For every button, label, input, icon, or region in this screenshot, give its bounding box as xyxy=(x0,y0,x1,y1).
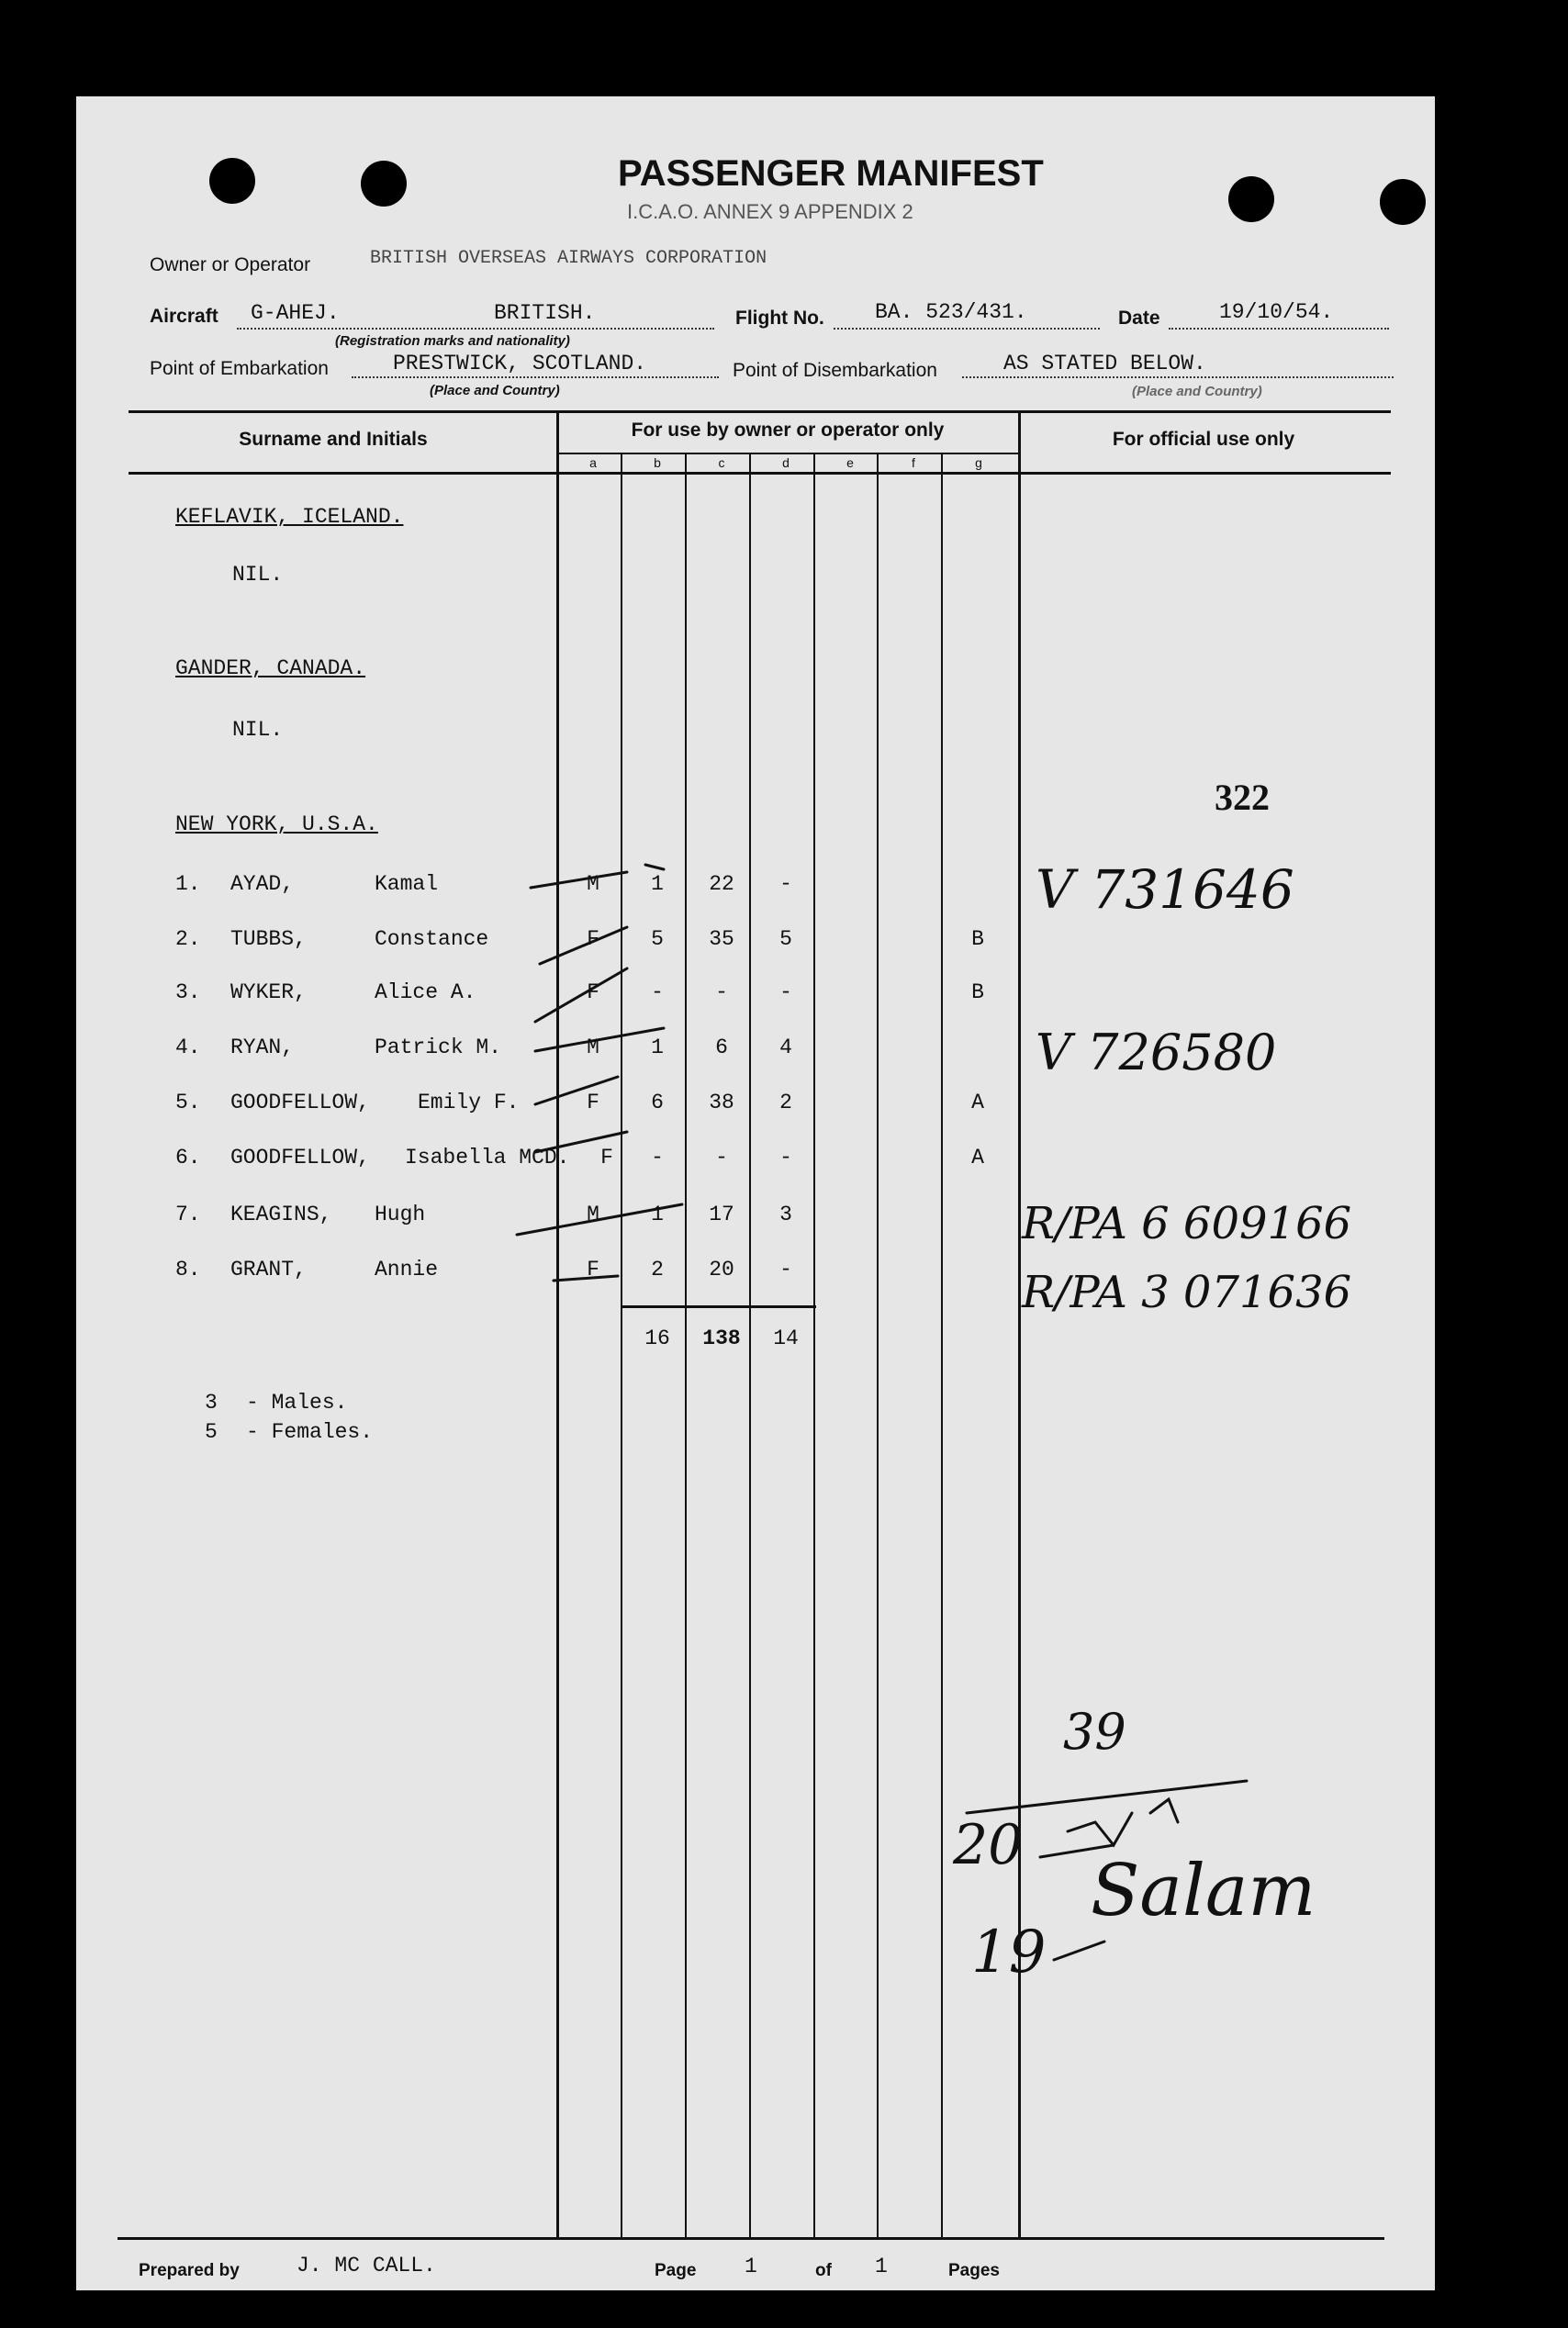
cell-d: - xyxy=(779,872,792,896)
page-value: 1 xyxy=(745,2255,757,2278)
cell-c: 35 xyxy=(709,927,734,951)
passenger-given-name: Emily F. xyxy=(418,1091,520,1114)
passenger-surname: WYKER, xyxy=(230,980,307,1004)
embark-label: Point of Embarkation xyxy=(150,358,329,379)
passenger-given-name: Constance xyxy=(375,927,489,951)
of-label: of xyxy=(815,2261,832,2280)
cell-c: 38 xyxy=(709,1091,734,1114)
cell-a: M xyxy=(587,872,599,896)
cell-b: 1 xyxy=(651,1035,664,1059)
column-letter-b: b xyxy=(654,455,661,470)
handwritten-signature: Salam xyxy=(1091,1850,1316,1932)
page-label: Page xyxy=(655,2261,697,2280)
aircraft-reg: G-AHEJ. xyxy=(251,301,340,325)
owner-value: BRITISH OVERSEAS AIRWAYS CORPORATION xyxy=(370,248,767,269)
cell-a: F xyxy=(587,1091,599,1114)
disembark-label: Point of Disembarkation xyxy=(733,360,937,381)
cell-d: 5 xyxy=(779,927,792,951)
cell-a: M xyxy=(587,1203,599,1226)
handwritten-visa-1: V 731646 xyxy=(1036,858,1294,921)
cell-b: 6 xyxy=(651,1091,664,1114)
section-place: GANDER, CANADA. xyxy=(175,656,366,680)
passenger-given-name: Hugh xyxy=(375,1203,426,1226)
passenger-surname: GOODFELLOW, xyxy=(230,1091,370,1114)
passenger-number: 7. xyxy=(175,1203,201,1226)
cell-c: 20 xyxy=(709,1258,734,1282)
total-d: 14 xyxy=(773,1326,799,1350)
column-letter-c: c xyxy=(718,455,725,470)
column-letter-d: d xyxy=(782,455,790,470)
cell-c: 6 xyxy=(715,1035,728,1059)
pages-label: Pages xyxy=(948,2261,1000,2280)
passenger-given-name: Annie xyxy=(375,1258,439,1282)
cell-c: - xyxy=(715,1146,728,1170)
disembark-note: (Place and Country) xyxy=(1132,384,1262,399)
aircraft-nationality: BRITISH. xyxy=(494,301,596,325)
aircraft-label: Aircraft xyxy=(150,306,218,327)
cell-b: 2 xyxy=(651,1258,664,1282)
summary-males-count: 3 xyxy=(205,1391,218,1415)
flight-label: Flight No. xyxy=(735,308,824,329)
flight-value: BA. 523/431. xyxy=(875,300,1027,324)
passenger-number: 1. xyxy=(175,872,201,896)
date-value: 19/10/54. xyxy=(1219,300,1334,324)
cell-d: - xyxy=(779,1146,792,1170)
footer-rule xyxy=(118,2237,1384,2240)
column-letter-g: g xyxy=(975,455,982,470)
column-header-official-use: For official use only xyxy=(1112,429,1295,450)
handwritten-total-mid: 20 xyxy=(953,1813,1024,1877)
summary-females-label: - Females. xyxy=(246,1420,374,1444)
prepared-by-label: Prepared by xyxy=(139,2261,240,2280)
handwritten-total-top: 39 xyxy=(1063,1703,1126,1761)
column-letter-f: f xyxy=(912,455,915,470)
column-header-surname: Surname and Initials xyxy=(239,429,428,450)
column-letter-e: e xyxy=(846,455,854,470)
cell-d: - xyxy=(779,980,792,1004)
section-place: NEW YORK, U.S.A. xyxy=(175,812,378,836)
passenger-number: 2. xyxy=(175,927,201,951)
passenger-surname: TUBBS, xyxy=(230,927,307,951)
section-note: NIL. xyxy=(232,718,284,742)
summary-females-count: 5 xyxy=(205,1420,218,1444)
manifest-sheet xyxy=(76,96,1435,2290)
summary-males-label: - Males. xyxy=(246,1391,348,1415)
cell-a: F xyxy=(587,1258,599,1282)
handwritten-visa-4: V 726580 xyxy=(1036,1024,1277,1081)
total-b: 16 xyxy=(644,1326,670,1350)
handwritten-strikeouts xyxy=(76,96,1435,2290)
cell-d: 3 xyxy=(779,1203,792,1226)
section-note: NIL. xyxy=(232,563,284,587)
cell-g: B xyxy=(971,980,984,1004)
cell-b: 1 xyxy=(651,872,664,896)
cell-g: A xyxy=(971,1091,984,1114)
passenger-number: 8. xyxy=(175,1258,201,1282)
cell-a: M xyxy=(587,1035,599,1059)
prepared-by-value: J. MC CALL. xyxy=(297,2254,436,2278)
cell-d: 2 xyxy=(779,1091,792,1114)
cell-d: - xyxy=(779,1258,792,1282)
passenger-surname: RYAN, xyxy=(230,1035,295,1059)
section-place: KEFLAVIK, ICELAND. xyxy=(175,505,404,529)
passenger-given-name: Alice A. xyxy=(375,980,476,1004)
cell-c: - xyxy=(715,980,728,1004)
handwritten-rpa-7: R/PA 6 609166 xyxy=(1022,1198,1352,1249)
handwritten-total-bottom: 19 xyxy=(971,1919,1047,1987)
cell-b: - xyxy=(651,1146,664,1170)
cell-b: 5 xyxy=(651,927,664,951)
passenger-given-name: Isabella MCD. xyxy=(405,1146,570,1170)
passenger-given-name: Kamal xyxy=(375,872,439,896)
owner-label: Owner or Operator xyxy=(150,254,311,275)
cell-c: 17 xyxy=(709,1203,734,1226)
disembark-value: AS STATED BELOW. xyxy=(1003,352,1206,375)
passenger-surname: KEAGINS, xyxy=(230,1203,332,1226)
passenger-surname: GOODFELLOW, xyxy=(230,1146,370,1170)
passenger-number: 3. xyxy=(175,980,201,1004)
cell-c: 22 xyxy=(709,872,734,896)
cell-a: F xyxy=(587,927,599,951)
column-header-owner-use: For use by owner or operator only xyxy=(631,420,945,441)
cell-d: 4 xyxy=(779,1035,792,1059)
embark-note: (Place and Country) xyxy=(430,383,560,398)
embark-value: PRESTWICK, SCOTLAND. xyxy=(393,352,647,375)
column-letter-a: a xyxy=(589,455,597,470)
aircraft-note: (Registration marks and nationality) xyxy=(335,333,570,349)
page-title: PASSENGER MANIFEST xyxy=(618,153,1044,194)
handwritten-rpa-8: R/PA 3 071636 xyxy=(1022,1267,1352,1318)
cell-b: 1 xyxy=(651,1203,664,1226)
official-stamp-number: 322 xyxy=(1215,777,1270,818)
passenger-surname: GRANT, xyxy=(230,1258,307,1282)
cell-b: - xyxy=(651,980,664,1004)
passenger-given-name: Patrick M. xyxy=(375,1035,502,1059)
passenger-surname: AYAD, xyxy=(230,872,295,896)
passenger-number: 4. xyxy=(175,1035,201,1059)
of-value: 1 xyxy=(875,2255,888,2278)
date-label: Date xyxy=(1118,308,1160,329)
cell-a: F xyxy=(587,980,599,1004)
cell-a: F xyxy=(600,1146,613,1170)
total-c: 138 xyxy=(702,1326,741,1350)
cell-g: A xyxy=(971,1146,984,1170)
page-subtitle: I.C.A.O. ANNEX 9 APPENDIX 2 xyxy=(627,200,913,223)
passenger-number: 6. xyxy=(175,1146,201,1170)
passenger-number: 5. xyxy=(175,1091,201,1114)
cell-g: B xyxy=(971,927,984,951)
